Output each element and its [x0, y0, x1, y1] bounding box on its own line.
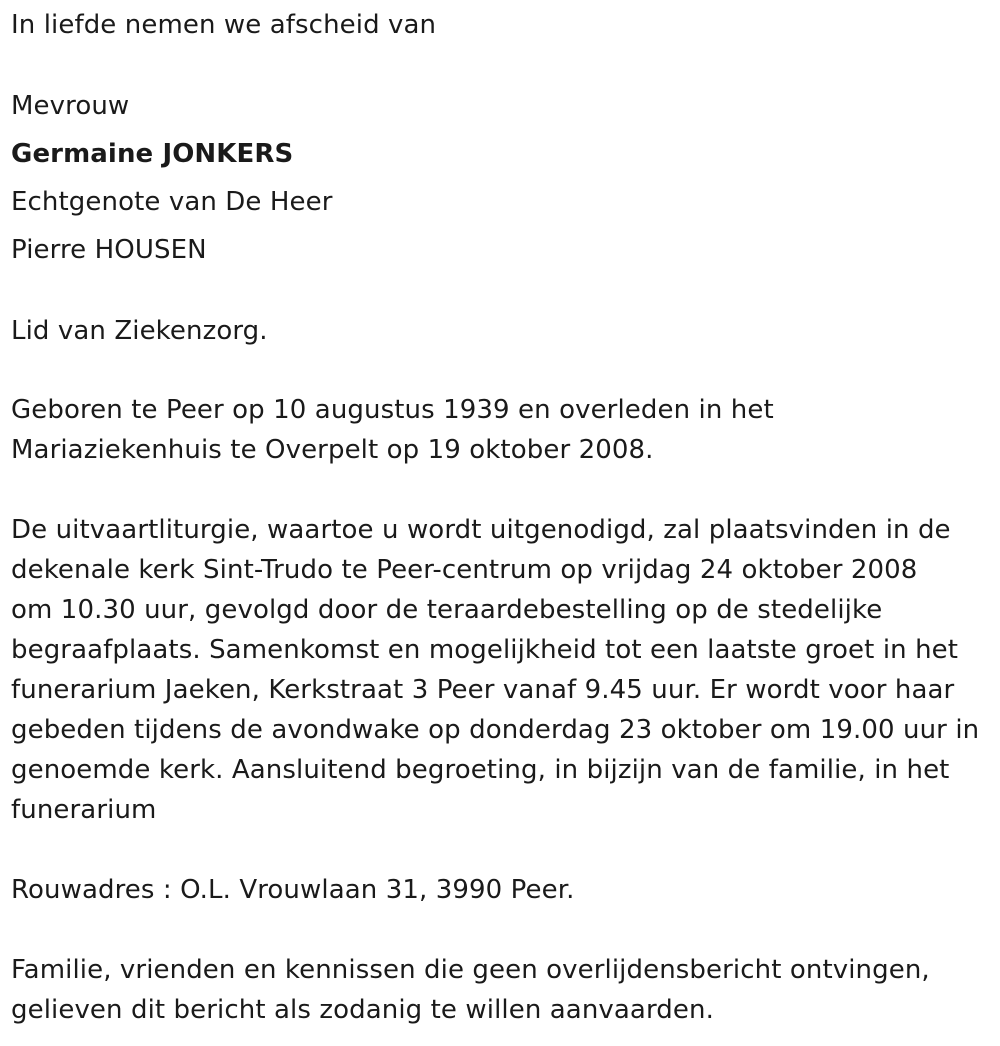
- spouse-line-1: Echtgenote van De Heer: [11, 187, 333, 217]
- closing-line: Familie, vrienden en kennissen die geen overlijdensbericht ontvingen,: [11, 955, 930, 985]
- funeral-line: gebeden tijdens de avondwake op donderdag 23 oktober om 19.00 uur in: [11, 715, 980, 745]
- address-line: Rouwadres : O.L. Vrouwlaan 31, 3990 Peer.: [11, 875, 575, 905]
- birth-death-line: Geboren te Peer op 10 augustus 1939 en overleden in het: [11, 395, 774, 425]
- funeral-line: genoemde kerk. Aansluitend begroeting, in bijzijn van de familie, in het: [11, 755, 950, 785]
- funeral-line: funerarium: [11, 795, 157, 825]
- funeral-line: De uitvaartliturgie, waartoe u wordt uitgenodigd, zal plaatsvinden in de: [11, 515, 951, 545]
- intro-line: In liefde nemen we afscheid van: [11, 10, 437, 40]
- funeral-line: dekenale kerk Sint-Trudo te Peer-centrum op vrijdag 24 oktober 2008: [11, 555, 918, 585]
- funeral-line: begraafplaats. Samenkomst en mogelijkheid tot een laatste groet in het: [11, 635, 959, 665]
- funeral-line: funerarium Jaeken, Kerkstraat 3 Peer vanaf 9.45 uur. Er wordt voor haar: [11, 675, 955, 705]
- honorific: Mevrouw: [11, 91, 130, 121]
- deceased-name: Germaine JONKERS: [11, 139, 294, 169]
- closing-line: gelieven dit bericht als zodanig te willen aanvaarden.: [11, 995, 714, 1025]
- birth-death-line: Mariaziekenhuis te Overpelt op 19 oktober 2008.: [11, 435, 654, 465]
- spouse-line-2: Pierre HOUSEN: [11, 235, 207, 265]
- funeral-line: om 10.30 uur, gevolgd door de teraardebestelling op de stedelijke: [11, 595, 883, 625]
- membership-line: Lid van Ziekenzorg.: [11, 316, 268, 346]
